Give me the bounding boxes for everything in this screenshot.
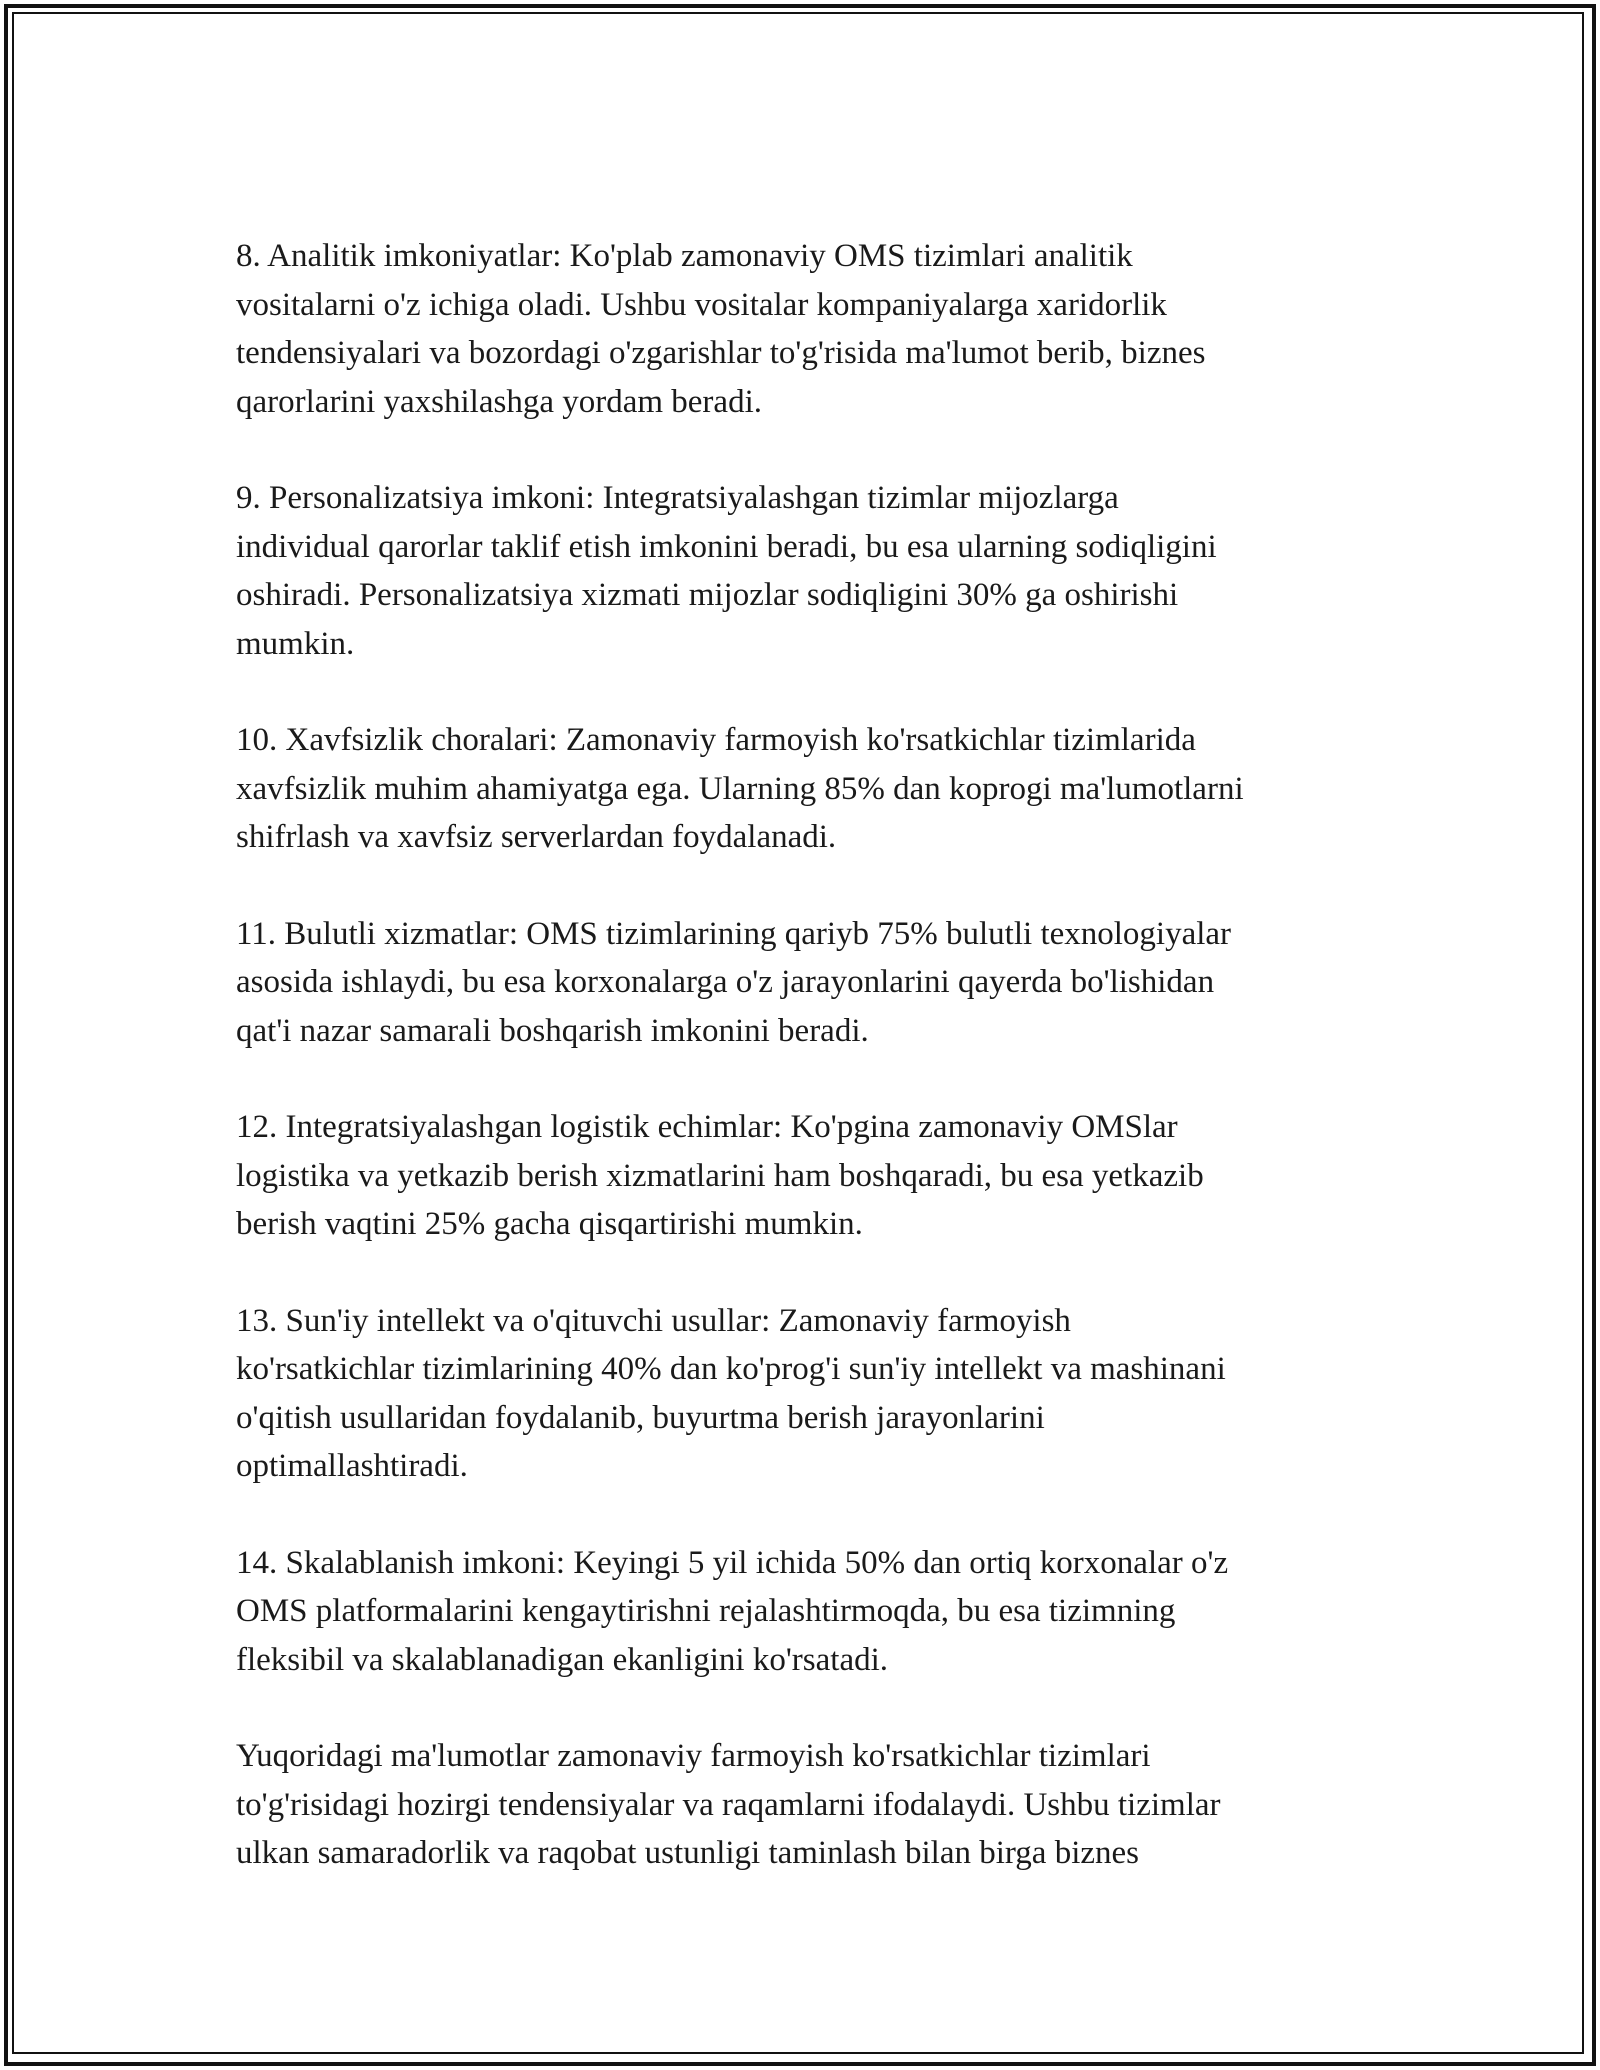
document-body xyxy=(236,232,1386,1926)
paragraph-personalization: 9. Personalizatsiya imkoni: Integratsiyalashgan tizimlar mijozlarga individual qarorlar taklif etish imkonini beradi, bu esa ularning sodiqligini oshiradi. Personalizatsiya xizmati mijozlar sodiqligini 30% ga oshirishi mumkin. xyxy=(236,480,1217,662)
paragraph-conclusion: Yuqoridagi ma'lumotlar zamonaviy farmoyish ko'rsatkichlar tizimlari to'g'risidagi hozirgi tendensiyalar va raqamlarni ifodalaydi. Ushbu tizimlar ulkan samaradorlik va raqobat ustunligi taminlash bilan birga biznes xyxy=(236,1738,1221,1871)
paragraph-security: 10. Xavfsizlik choralari: Zamonaviy farmoyish ko'rsatkichlar tizimlarida xavfsizlik muhim ahamiyatga ega. Ularning 85% dan koprogi ma'lumotlarni shifrlash va xavfsiz serverlardan foydalanadi. xyxy=(236,722,1244,855)
paragraph-logistics: 12. Integratsiyalashgan logistik echimlar: Ko'pgina zamonaviy OMSlar logistika va yetkazib berish xizmatlarini ham boshqaradi, bu esa yetkazib berish vaqtini 25% gacha qisqartirishi mumkin. xyxy=(236,1109,1204,1242)
paragraph-cloud-services: 11. Bulutli xizmatlar: OMS tizimlarining qariyb 75% bulutli texnologiyalar asosida ishlaydi, bu esa korxonalarga o'z jarayonlarini qayerda bo'lishidan qat'i nazar samarali boshqarish imkonini beradi. xyxy=(236,915,1232,1049)
paragraph-ai: 13. Sun'iy intellekt va o'qituvchi usullar: Zamonaviy farmoyish ko'rsatkichlar tizimlarining 40% dan ko'prog'i sun'iy intellekt va mashinani o'qitish usullaridan foydalanib, buyurtma berish jarayonlarini optimallashtiradi. xyxy=(236,1302,1226,1484)
paragraph-analytics: 8. Analitik imkoniyatlar: Ko'plab zamonaviy OMS tizimlari analitik vositalarni o'z ichiga oladi. Ushbu vositalar kompaniyalarga xaridorlik tendensiyalari va bozordagi o'zgarishlar to'g'risida ma'lumot berib, biznes qarorlarini yaxshilashga yordam beradi. xyxy=(236,238,1206,420)
paragraph-scalability: 14. Skalablanish imkoni: Keyingi 5 yil ichida 50% dan ortiq korxonalar o'z OMS platformalarini kengaytirishni rejalashtirmoqda, bu esa tizimning fleksibil va skalablanadigan ekanligini ko'rsatadi. xyxy=(236,1544,1229,1678)
